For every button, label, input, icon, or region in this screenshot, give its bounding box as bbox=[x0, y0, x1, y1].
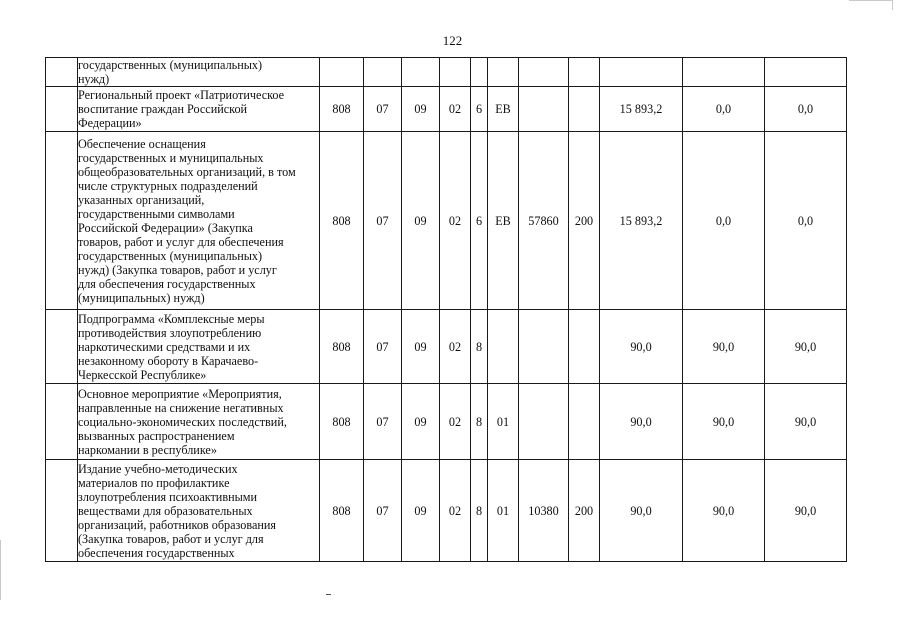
direction-code: 10380 bbox=[519, 460, 569, 562]
row-number-cell bbox=[46, 384, 78, 460]
section-code: 07 bbox=[364, 87, 402, 132]
program-code: 02 bbox=[440, 460, 471, 562]
direction-code bbox=[519, 310, 569, 384]
row-name: государственных (муниципальных) нужд) bbox=[78, 58, 320, 87]
expense-type-code: 200 bbox=[569, 460, 600, 562]
program-code: 02 bbox=[440, 87, 471, 132]
section-code: 07 bbox=[364, 310, 402, 384]
main-event-code bbox=[488, 58, 519, 87]
section-code: 07 bbox=[364, 384, 402, 460]
amount-year-3 bbox=[765, 58, 847, 87]
amount-year-1: 90,0 bbox=[600, 384, 683, 460]
table-row bbox=[46, 132, 847, 310]
page-number: 122 bbox=[442, 33, 463, 48]
amount-year-2: 90,0 bbox=[683, 384, 765, 460]
subsection-code: 09 bbox=[402, 310, 440, 384]
main-event-code: ЕВ bbox=[488, 87, 519, 132]
row-name: Региональный проект «Патриотическое воспитание граждан Российской Федерации» bbox=[78, 87, 320, 132]
scan-edge-mark bbox=[849, 0, 893, 1]
row-number-cell bbox=[46, 132, 78, 310]
amount-year-1 bbox=[600, 58, 683, 87]
amount-year-3: 90,0 bbox=[765, 460, 847, 562]
table-row bbox=[46, 384, 847, 460]
expense-type-code: 200 bbox=[569, 132, 600, 310]
expense-type-code bbox=[569, 384, 600, 460]
amount-year-1: 90,0 bbox=[600, 310, 683, 384]
program-code bbox=[440, 58, 471, 87]
section-code: 07 bbox=[364, 132, 402, 310]
table-row bbox=[46, 58, 847, 87]
amount-year-3: 90,0 bbox=[765, 384, 847, 460]
program-code: 02 bbox=[440, 310, 471, 384]
row-number-cell bbox=[46, 58, 78, 87]
amount-year-1: 15 893,2 bbox=[600, 132, 683, 310]
amount-year-2: 90,0 bbox=[683, 310, 765, 384]
amount-year-2: 90,0 bbox=[683, 460, 765, 562]
amount-year-3: 0,0 bbox=[765, 132, 847, 310]
direction-code bbox=[519, 58, 569, 87]
section-code: 07 bbox=[364, 460, 402, 562]
amount-year-1: 15 893,2 bbox=[600, 87, 683, 132]
main-event-code: ЕВ bbox=[488, 132, 519, 310]
row-name: Обеспечение оснащения государственных и муниципальных общеобразовательных организаций, в том числе структурных подразделений указанных организаций, государственными символами Российской Федерации» (Закупка товаров, работ и услуг для обеспечения государственных (муниципальных) нужд) (Закупка товаров, работ и услуг для обеспечения государственных (муниципальных) нужд) bbox=[78, 132, 320, 310]
ministry-code: 808 bbox=[320, 87, 364, 132]
row-name: Издание учебно-методических материалов по профилактике злоупотребления психоактивными веществами для образовательных организаций, работников образования (Закупка товаров, работ и услуг для обеспечения государственных bbox=[78, 460, 320, 562]
subsection-code: 09 bbox=[402, 384, 440, 460]
subsection-code: 09 bbox=[402, 460, 440, 562]
expense-type-code bbox=[569, 310, 600, 384]
expense-type-code bbox=[569, 58, 600, 87]
scan-edge-mark bbox=[892, 0, 893, 10]
budget-table bbox=[45, 57, 847, 562]
main-event-code: 01 bbox=[488, 384, 519, 460]
subprogram-code: 6 bbox=[471, 87, 488, 132]
ministry-code: 808 bbox=[320, 132, 364, 310]
ministry-code: 808 bbox=[320, 310, 364, 384]
ministry-code bbox=[320, 58, 364, 87]
row-name: Основное мероприятие «Мероприятия, направленные на снижение негативных социально-экономических последствий, вызванных распространением наркомании в республике» bbox=[78, 384, 320, 460]
subprogram-code: 8 bbox=[471, 384, 488, 460]
row-name: Подпрограмма «Комплексные меры противодействия злоупотреблению наркотическими средствами и их незаконному обороту в Карачаево- Черкесской Республике» bbox=[78, 310, 320, 384]
amount-year-3: 90,0 bbox=[765, 310, 847, 384]
direction-code bbox=[519, 384, 569, 460]
program-code: 02 bbox=[440, 384, 471, 460]
subsection-code bbox=[402, 58, 440, 87]
section-code bbox=[364, 58, 402, 87]
table-row bbox=[46, 460, 847, 562]
amount-year-2: 0,0 bbox=[683, 132, 765, 310]
main-event-code bbox=[488, 310, 519, 384]
program-code: 02 bbox=[440, 132, 471, 310]
amount-year-2: 0,0 bbox=[683, 87, 765, 132]
scan-dash-mark bbox=[326, 594, 331, 595]
amount-year-1: 90,0 bbox=[600, 460, 683, 562]
subprogram-code bbox=[471, 58, 488, 87]
scan-edge-mark bbox=[0, 540, 1, 600]
ministry-code: 808 bbox=[320, 384, 364, 460]
subprogram-code: 6 bbox=[471, 132, 488, 310]
direction-code: 57860 bbox=[519, 132, 569, 310]
direction-code bbox=[519, 87, 569, 132]
subprogram-code: 8 bbox=[471, 310, 488, 384]
row-number-cell bbox=[46, 310, 78, 384]
subsection-code: 09 bbox=[402, 87, 440, 132]
amount-year-3: 0,0 bbox=[765, 87, 847, 132]
amount-year-2 bbox=[683, 58, 765, 87]
row-number-cell bbox=[46, 460, 78, 562]
table-row bbox=[46, 310, 847, 384]
expense-type-code bbox=[569, 87, 600, 132]
table-row bbox=[46, 87, 847, 132]
ministry-code: 808 bbox=[320, 460, 364, 562]
main-event-code: 01 bbox=[488, 460, 519, 562]
subsection-code: 09 bbox=[402, 132, 440, 310]
subprogram-code: 8 bbox=[471, 460, 488, 562]
row-number-cell bbox=[46, 87, 78, 132]
